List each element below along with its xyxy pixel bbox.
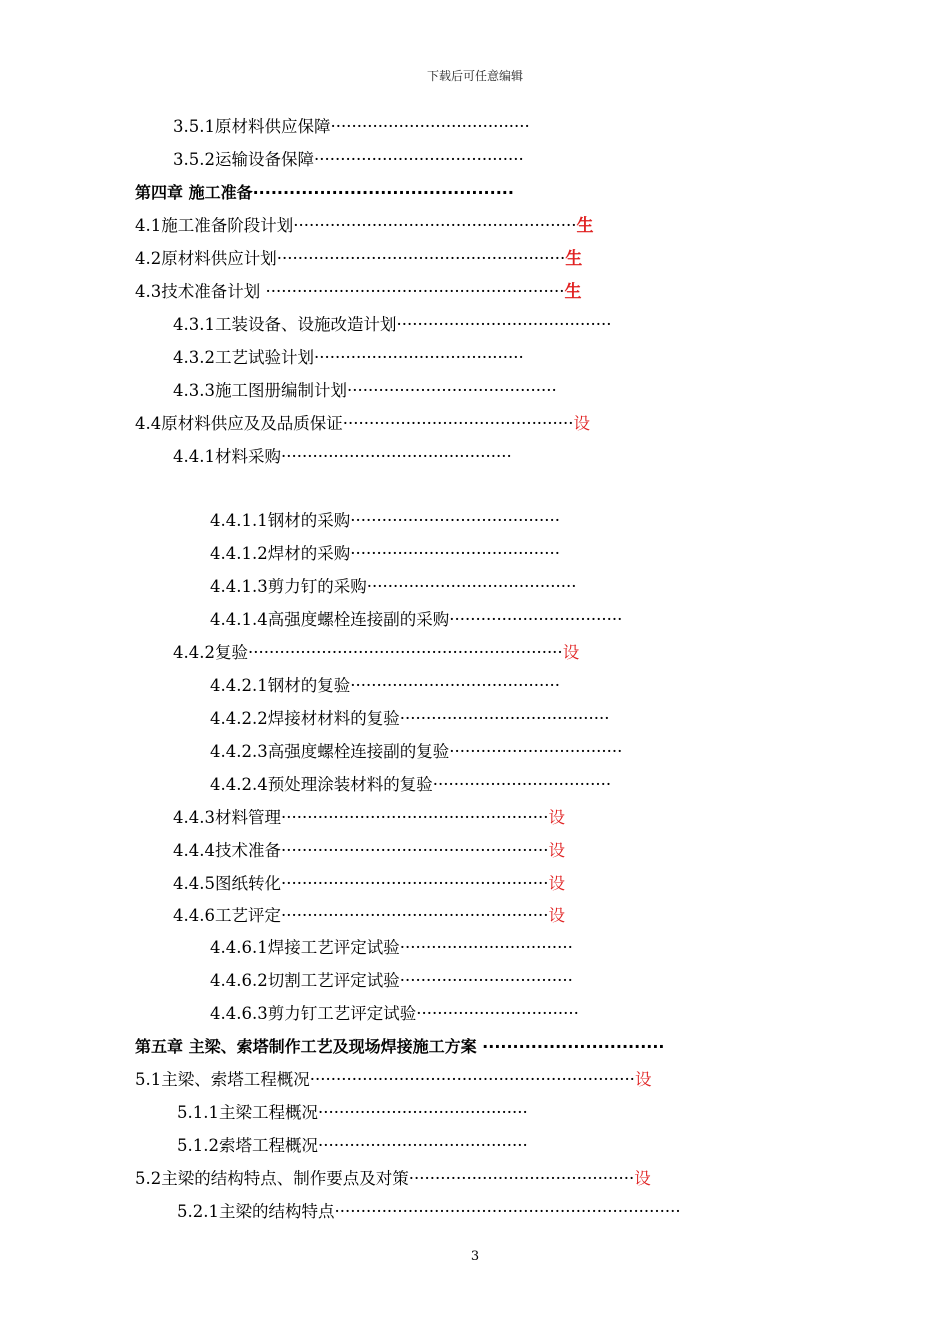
toc-leader-dots: ········································: [317, 1136, 528, 1155]
toc-entry-title: 4.4.3材料管理: [173, 808, 281, 827]
toc-entry-title: 4.3.1工装设备、设施改造计划: [173, 315, 397, 334]
toc-leader-dots: ········································: [366, 577, 577, 596]
toc-entry-title: 4.4.1.4高强度螺栓连接副的采购: [210, 610, 450, 629]
toc-entry-title: 4.4.2复验: [173, 643, 248, 662]
page-number: 3: [470, 1249, 480, 1264]
toc-entry-title: 第四章 施工准备: [135, 183, 253, 202]
toc-leader-dots: ········································: [350, 544, 561, 563]
toc-leader-dots: ··································: [432, 775, 612, 794]
toc-leader-dots: ······························: [482, 1037, 665, 1056]
toc-leader-dots: ·································: [399, 938, 573, 957]
toc-entry-title: 4.1施工准备阶段计划: [135, 216, 294, 235]
toc-page-mark: 生: [576, 216, 594, 236]
toc-leader-dots: ···················································: [280, 808, 549, 827]
toc-entry-4-3-3[interactable]: [173, 378, 557, 404]
toc-entry-title: 5.2.1主梁的结构特点: [177, 1202, 335, 1221]
page-header: 下载后可任意编辑: [426, 69, 523, 83]
toc-entry-title: 4.4.1材料采购: [173, 447, 281, 466]
toc-entry-4-4-1-1[interactable]: [210, 508, 560, 534]
toc-entry-title: 4.4.1.1钢材的采购: [210, 511, 351, 530]
toc-entry-title: 4.4.1.2焊材的采购: [210, 544, 351, 563]
toc-entry-5-2-1[interactable]: [177, 1199, 681, 1225]
toc-page-mark: 设: [548, 906, 565, 925]
toc-entry-4-4-3[interactable]: [173, 805, 565, 831]
toc-leader-dots: ···········································: [408, 1169, 635, 1188]
toc-entry-title: 4.4.6工艺评定: [173, 906, 281, 925]
toc-entry-4-4-1-2[interactable]: [210, 541, 560, 567]
toc-entry-title: 4.3技术准备计划: [135, 282, 266, 301]
toc-entry-title: 3.5.1原材料供应保障: [173, 117, 331, 136]
toc-entry-title: 5.1主梁、索塔工程概况: [135, 1070, 310, 1089]
toc-entry-4-4-1-3[interactable]: [210, 574, 577, 600]
toc-entry-4-4-2-4[interactable]: [210, 772, 611, 798]
toc-leader-dots: ···················································: [280, 906, 549, 925]
toc-leader-dots: ···················································: [280, 874, 549, 893]
toc-entry-title: 4.4.2.4预处理涂装材料的复验: [210, 775, 433, 794]
toc-entry-title: 4.4.5图纸转化: [173, 874, 281, 893]
toc-entry-4-4-6-2[interactable]: [210, 968, 573, 994]
toc-entry-title: 4.4.2.2焊接材材料的复验: [210, 709, 400, 728]
toc-entry-4-4-2[interactable]: [173, 640, 579, 666]
toc-entry-title: 3.5.2运输设备保障: [173, 150, 314, 169]
toc-entry-4-4[interactable]: [135, 411, 590, 437]
toc-entry-4-4-2-2[interactable]: [210, 706, 610, 732]
toc-leader-dots: ············································: [342, 414, 574, 433]
toc-leader-dots: ·································: [449, 742, 623, 761]
toc-entry-4-4-1[interactable]: [173, 444, 512, 470]
toc-entry-title: 4.4.4技术准备: [173, 841, 281, 860]
toc-leader-dots: ············································: [280, 447, 512, 466]
toc-entry-5-2[interactable]: [135, 1166, 651, 1192]
toc-entry-4-4-2-3[interactable]: [210, 739, 622, 765]
toc-leader-dots: ·······················································: [276, 249, 566, 268]
toc-entry-4-4-4[interactable]: [173, 838, 565, 864]
toc-leader-dots: ········································: [313, 348, 524, 367]
toc-page-mark: 设: [634, 1169, 651, 1188]
toc-entry-4-4-5[interactable]: [173, 871, 565, 897]
toc-leader-dots: ···················································: [280, 841, 549, 860]
toc-page-mark: 生: [564, 282, 582, 302]
toc-entry-title: 5.1.2索塔工程概况: [177, 1136, 318, 1155]
toc-leader-dots: ········································: [313, 150, 524, 169]
toc-leader-dots: ········································: [317, 1103, 528, 1122]
toc-page-mark: 生: [565, 249, 583, 269]
toc-leader-dots: ········································: [399, 709, 610, 728]
toc-leader-dots: ·························································: [265, 282, 565, 301]
toc-entry-4-4-1-4[interactable]: [210, 607, 622, 633]
toc-chapter-5[interactable]: [135, 1034, 665, 1060]
toc-entry-title: 4.4.6.2切割工艺评定试验: [210, 971, 400, 990]
toc-leader-dots: ····························································: [247, 643, 563, 662]
toc-leader-dots: ·································: [399, 971, 573, 990]
toc-entry-4-2[interactable]: [135, 246, 582, 272]
toc-entry-5-1-2[interactable]: [177, 1133, 528, 1159]
toc-page-mark: 设: [548, 841, 565, 860]
toc-entry-title: 4.2原材料供应计划: [135, 249, 277, 268]
toc-page-mark: 设: [573, 414, 591, 433]
toc-entry-4-4-6-3[interactable]: [210, 1001, 579, 1027]
toc-entry-title: 4.4.6.1焊接工艺评定试验: [210, 938, 400, 957]
toc-entry-title: 4.3.3施工图册编制计划: [173, 381, 347, 400]
toc-entry-title: 4.4.6.3剪力钉工艺评定试验: [210, 1004, 417, 1023]
toc-entry-title: 5.1.1主梁工程概况: [177, 1103, 318, 1122]
toc-entry-title: 4.4.2.1钢材的复验: [210, 676, 351, 695]
toc-entry-4-4-2-1[interactable]: [210, 673, 560, 699]
toc-leader-dots: ······································: [330, 117, 530, 136]
toc-leader-dots: ········································: [350, 676, 561, 695]
toc-entry-title: 4.3.2工艺试验计划: [173, 348, 314, 367]
toc-page-mark: 设: [562, 643, 580, 662]
toc-entry-4-1[interactable]: [135, 213, 593, 239]
toc-leader-dots: ··································································: [334, 1202, 681, 1221]
toc-page-mark: 设: [548, 874, 565, 893]
toc-entry-5-1[interactable]: [135, 1067, 651, 1093]
toc-entry-5-1-1[interactable]: [177, 1100, 528, 1126]
toc-leader-dots: ········································: [350, 511, 561, 530]
toc-entry-4-4-6[interactable]: [173, 903, 565, 929]
toc-chapter-4[interactable]: [135, 180, 514, 206]
toc-entry-title: 4.4.2.3高强度螺栓连接副的复验: [210, 742, 450, 761]
toc-entry-4-3-2[interactable]: [173, 345, 524, 371]
toc-entry-title: 5.2主梁的结构特点、制作要点及对策: [135, 1169, 409, 1188]
toc-leader-dots: ······························································: [309, 1070, 635, 1089]
toc-leader-dots: ·······························: [416, 1004, 579, 1023]
toc-leader-dots: ···········································: [252, 183, 514, 202]
toc-entry-4-3[interactable]: [135, 279, 581, 305]
toc-page-mark: 设: [634, 1070, 652, 1089]
toc-entry-3-5-1[interactable]: [173, 114, 530, 140]
toc-page-mark: 设: [548, 808, 565, 827]
toc-entry-4-4-6-1[interactable]: [210, 935, 573, 961]
toc-leader-dots: ········································: [346, 381, 557, 400]
toc-entry-title: 第五章 主梁、索塔制作工艺及现场焊接施工方案: [135, 1037, 483, 1056]
toc-leader-dots: ······················································: [293, 216, 577, 235]
toc-entry-title: 4.4原材料供应及及品质保证: [135, 414, 343, 433]
toc-leader-dots: ·································: [449, 610, 623, 629]
toc-entry-3-5-2[interactable]: [173, 147, 524, 173]
toc-entry-title: 4.4.1.3剪力钉的采购: [210, 577, 367, 596]
toc-entry-4-3-1[interactable]: [173, 312, 612, 338]
toc-leader-dots: ·········································: [396, 315, 612, 334]
